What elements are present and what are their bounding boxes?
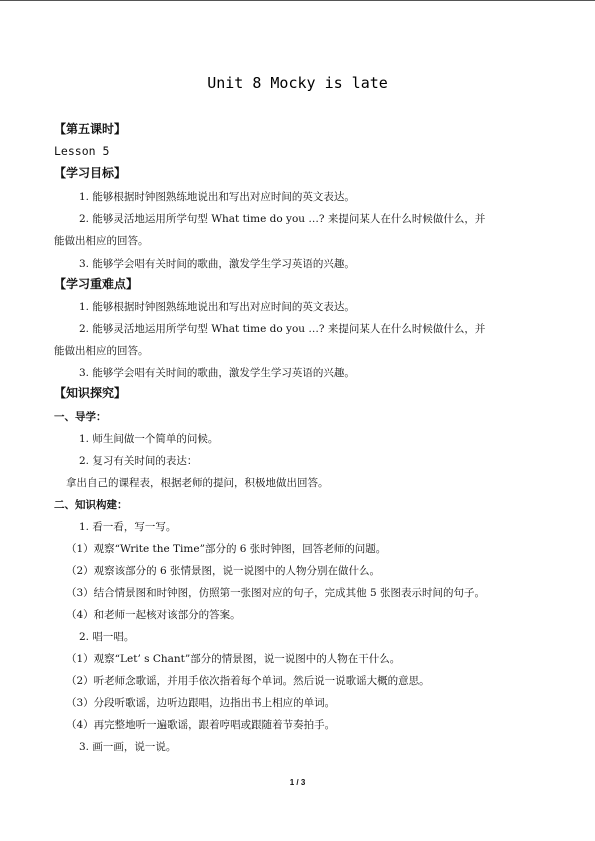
build-item: （2）听老师念歌谣，并用手依次指着每个单词。然后说一说歌谣大概的意思。 [66,675,430,687]
build-item: 2. 唱一唱。 [79,631,135,643]
objective-item: 2. 能够灵活地运用所学句型 What time do you …? 来提问某人在什么时候做什么，并 [79,213,486,225]
guide-item: 拿出自己的课程表，根据老师的提问，积极地做出回答。 [66,477,329,489]
build-item: （3）结合情景图和时钟图，仿照第一张图对应的句子，完成其他 5 张图表示时间的句子。 [66,587,486,599]
keypoint-item: 2. 能够灵活地运用所学句型 What time do you …? 来提问某人在什么时候做什么，并 [79,323,486,335]
objective-item: 1. 能够根据时钟图熟练地说出和写出对应时间的英文表达。 [79,191,355,203]
lesson-label: Lesson 5 [54,144,110,158]
build-item: （4）再完整地听一遍歌谣，跟着哼唱或跟随着节奏拍手。 [66,719,336,731]
header-rule [0,0,595,1]
build-item: 3. 画一画，说一说。 [79,741,177,753]
keypoint-item-continued: 能做出相应的回答。 [54,345,149,357]
explore-heading: 【知识探究】 [54,386,127,400]
document-title: Unit 8 Mocky is late [207,74,388,92]
guide-item: 2. 复习有关时间的表达： [79,455,198,467]
build-item: （1）观察“Let’ s Chant”部分的情景图，说一说图中的人物在干什么。 [66,653,401,665]
page-number: 1 / 3 [289,778,306,787]
keypoint-item: 1. 能够根据时钟图熟练地说出和写出对应时间的英文表达。 [79,301,355,313]
guide-item: 1. 师生间做一个简单的问候。 [79,433,219,445]
build-item: 1. 看一看，写一写。 [79,521,177,533]
period-heading: 【第五课时】 [54,122,127,136]
build-heading: 二、知识构建： [54,499,128,511]
build-item: （4）和老师一起核对该部分的答案。 [66,609,241,621]
guide-heading: 一、导学： [54,411,107,423]
objectives-heading: 【学习目标】 [54,166,127,180]
objective-item: 3. 能够学会唱有关时间的歌曲，激发学生学习英语的兴趣。 [79,258,355,270]
keypoints-heading: 【学习重难点】 [54,277,139,291]
build-item: （1）观察“Write the Time”部分的 6 张时钟图，回答老师的问题。 [66,543,387,555]
build-item: （3）分段听歌谣，边听边跟唱，边指出书上相应的单词。 [66,697,336,709]
keypoint-item: 3. 能够学会唱有关时间的歌曲，激发学生学习英语的兴趣。 [79,367,355,379]
build-item: （2）观察该部分的 6 张情景图，说一说图中的人物分别在做什么。 [66,565,381,577]
objective-item-continued: 能做出相应的回答。 [54,235,149,247]
